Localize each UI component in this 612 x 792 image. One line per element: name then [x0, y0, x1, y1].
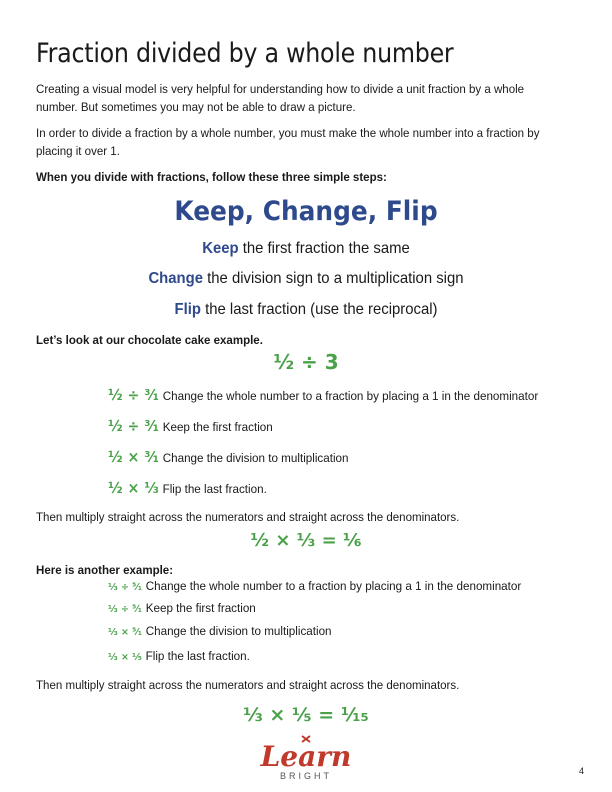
- example2-result: ⅓ × ⅕ = ¹⁄₁₅: [243, 704, 369, 726]
- steps-intro: When you divide with fractions, follow these three simple steps:: [36, 170, 387, 184]
- example2-step-2-text: Keep the first fraction: [145, 601, 256, 615]
- kcf-flip-text: the last fraction (use the reciprocal): [200, 301, 438, 318]
- logo-subtext: BRIGHT: [279, 771, 333, 781]
- example1-step-3-text: Change the division to multiplication: [162, 451, 349, 465]
- page-title: Fraction divided by a whole number: [36, 38, 454, 69]
- example1-step-3: [108, 448, 349, 466]
- example1-step-2-text: Keep the first fraction: [162, 420, 273, 434]
- example2-step-1: [108, 579, 521, 593]
- example2-step-3-text: Change the division to multiplication: [145, 624, 332, 638]
- kcf-change-line: [21, 270, 590, 288]
- example1-intro: Let’s look at our chocolate cake example.: [36, 333, 263, 347]
- example2-step-4-expr: ⅓ × ⅕: [108, 652, 142, 663]
- intro-paragraph-1: Creating a visual model is very helpful for understanding how to divide a unit fraction by a whole number. But sometimes you may not be able to draw a picture.: [36, 82, 525, 114]
- learn-bright-logo-graphic: [252, 730, 360, 786]
- kcf-change-text: the division sign to a multiplication sign: [203, 270, 464, 287]
- page-number: 4: [578, 766, 584, 776]
- kcf-keep-line: [21, 240, 590, 258]
- example1-step-4: [108, 479, 267, 497]
- example1-step-2-expr: ½ ÷ ³⁄₁: [108, 417, 159, 435]
- example1-problem: ½ ÷ 3: [273, 350, 339, 374]
- example2-multiply-text: Then multiply straight across the numerators and straight across the denominators.: [36, 678, 460, 692]
- example2-step-3-expr: ⅓ × ⁵⁄₁: [108, 627, 142, 638]
- example1-multiply-text: Then multiply straight across the numerators and straight across the denominators.: [36, 510, 460, 524]
- example2-step-4: [108, 649, 250, 663]
- kcf-flip-line: [21, 301, 590, 319]
- example2-step-2-expr: ⅓ ÷ ⁵⁄₁: [108, 604, 142, 615]
- example1-step-1: [108, 386, 538, 404]
- example2-step-2: [108, 601, 256, 615]
- kcf-keep-text: the first fraction the same: [238, 240, 410, 257]
- example1-step-1-expr: ½ ÷ ³⁄₁: [108, 386, 159, 404]
- example1-step-4-expr: ½ × ⅓: [108, 479, 159, 497]
- example1-step-4-text: Flip the last fraction.: [162, 482, 267, 496]
- example1-result: ½ × ⅓ = ⅙: [250, 530, 362, 551]
- kcf-heading: Keep, Change, Flip: [174, 196, 438, 227]
- kcf-keep-word: Keep: [202, 240, 239, 257]
- intro-paragraph-2: In order to divide a fraction by a whole number, you must make the whole number into a fraction by placing it over 1.: [36, 126, 540, 158]
- kcf-change-word: Change: [148, 270, 204, 287]
- example1-step-1-text: Change the whole number to a fraction by placing a 1 in the denominator: [162, 389, 539, 403]
- kcf-flip-word: Flip: [174, 301, 201, 318]
- example2-step-1-expr: ⅓ ÷ ⁵⁄₁: [108, 582, 142, 593]
- example1-step-2: [108, 417, 273, 435]
- example1-step-3-expr: ½ × ³⁄₁: [108, 448, 159, 466]
- example2-intro: Here is another example:: [36, 563, 174, 577]
- example2-step-4-text: Flip the last fraction.: [145, 649, 250, 663]
- logo-word: Learn: [260, 740, 352, 773]
- example2-step-3: [108, 624, 332, 638]
- example2-step-1-text: Change the whole number to a fraction by placing a 1 in the denominator: [145, 579, 522, 593]
- learn-bright-logo: [252, 730, 360, 786]
